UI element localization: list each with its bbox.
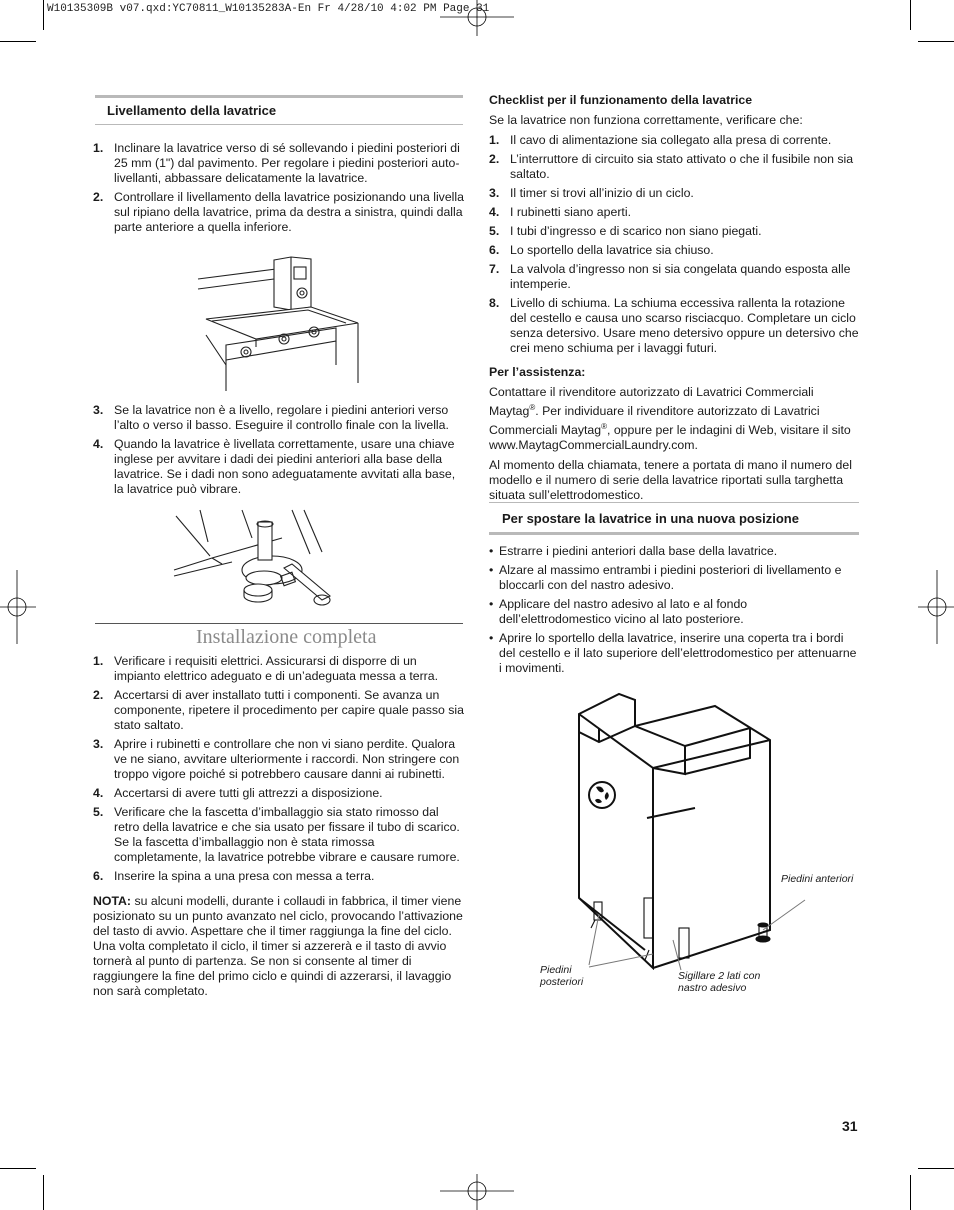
- list-item: 2. L’interruttore di circuito sia stato attivato o che il fusibile non sia saltato.: [489, 152, 854, 181]
- list-item: • Estrarre i piedini anteriori dalla base della lavatrice.: [489, 544, 778, 558]
- page-number: 31: [842, 1118, 858, 1134]
- registration-mark-left: [0, 570, 40, 644]
- list-item: 3. Se la lavatrice non è a livello, regolare i piedini anteriori verso l’alto o verso il basso. Eseguire il controllo finale con la livella.: [93, 403, 449, 432]
- list-item: 6. Lo sportello della lavatrice sia chiuso.: [489, 243, 714, 257]
- list-item: 4. Quando la lavatrice è livellata correttamente, usare una chiave inglese per avvitare i dadi dei piedini anteriori alla base della lavatrice. Se i dadi non sono adeguatamente avvitati alla base, la lavatrice può vibrare.: [93, 437, 456, 496]
- print-slug: W10135309B v07.qxd:YC70811_W10135283A-En Fr 4/28/10 4:02 PM Page 31: [47, 3, 490, 15]
- assistance-call-paragraph: Al momento della chiamata, tenere a portata di mano il numero del modello e il numero di serie della lavatrice riportati sulla targhetta situata sull’elettrodomestico.: [489, 458, 852, 503]
- assistance-paragraph: Contattare il rivenditore autorizzato di Lavatrici Commerciali Maytag®. Per individuare il rivenditore autorizzato di Lavatrici Commerciali Maytag®, oppure per le indagini di Web, visitare il sito www.MaytagCommercialLaundry.com.: [489, 385, 851, 453]
- move-list: [489, 544, 861, 680]
- list-item: 7. La valvola d’ingresso non si sia congelata quando esposta alle intemperie.: [489, 262, 851, 291]
- section-rule-bottom: [95, 124, 463, 125]
- move-rule-bottom: [489, 532, 859, 535]
- registration-mark-right: [914, 570, 954, 644]
- list-item: 3. Aprire i rubinetti e controllare che non vi siano perdite. Qualora ve ne siano, avvitare ulteriormente i raccordi. Non stringere con troppo vigore poiché si potrebbero causare danni ai rubinetti.: [93, 737, 460, 781]
- washer-level-illustration: [196, 255, 362, 391]
- move-rule-top: [489, 502, 859, 503]
- install-rule: [95, 623, 463, 624]
- move-heading: Per spostare la lavatrice in una nuova posizione: [502, 511, 799, 526]
- checklist-heading: Checklist per il funzionamento della lavatrice: [489, 93, 753, 107]
- list-item: • Applicare del nastro adesivo al lato e al fondo dell’elettrodomestico vicino al lato posteriore.: [489, 597, 748, 626]
- assistance-heading: Per l’assistenza:: [489, 365, 586, 379]
- list-item: 5. I tubi d’ingresso e di scarico non siano piegati.: [489, 224, 762, 238]
- leveling-steps-3-4: [93, 403, 465, 501]
- list-item: 8. Livello di schiuma. La schiuma eccessiva rallenta la rotazione del cestello e causa uno scarso risciacquo. Completare un ciclo senza detersivo. Usare meno detersivo oppure un detersivo che crei meno schiuma per i lavaggi futuri.: [489, 296, 859, 355]
- caption-tape: Sigillare 2 lati con nastro adesivo: [678, 970, 761, 994]
- list-item: 1. Inclinare la lavatrice verso di sé sollevando i piedini posteriori di 25 mm (1") dal pavimento. Per regolare i piedini posteriori auto-livellanti, abbassare delicatamente la lavatrice.: [93, 141, 460, 185]
- list-item: 3. Il timer si trovi all’inizio di un ciclo.: [489, 186, 694, 200]
- checklist-section: [489, 93, 861, 508]
- wrench-foot-illustration: [172, 508, 332, 612]
- section-rule-top: [95, 95, 463, 98]
- callout-leaders: [585, 880, 815, 980]
- leveling-heading: Livellamento della lavatrice: [107, 103, 277, 118]
- registration-mark-bottom: [440, 1172, 514, 1210]
- install-title: Installazione completa: [196, 626, 377, 648]
- checklist-intro: Se la lavatrice non funziona correttamente, verificare che:: [489, 113, 803, 127]
- caption-front-feet: Piedini anteriori: [781, 873, 854, 885]
- list-item: 4. I rubinetti siano aperti.: [489, 205, 631, 219]
- list-item: 6. Inserire la spina a una presa con messa a terra.: [93, 869, 375, 883]
- list-item: 1. Il cavo di alimentazione sia collegato alla presa di corrente.: [489, 133, 832, 147]
- registration-mark-top: [440, 0, 514, 40]
- note-paragraph: NOTA: su alcuni modelli, durante i collaudi in fabbrica, il timer viene posizionato su un punto avanzato nel ciclo, provocando l’attivazione del tasto di avvio. Aspettare che il timer raggiunga la fine del ciclo. Una volta completato il ciclo, il timer si azzererà e il tasto di avvio tornerà al punto di partenza. Se non si consente al timer di raggiungere la fine del primo ciclo e quindi di azzerarsi, il lavaggio non sarà completato.: [93, 894, 463, 998]
- list-item: 1. Verificare i requisiti elettrici. Assicurarsi di disporre di un impianto elettrico adeguato e di un’adeguata messa a terra.: [93, 654, 439, 683]
- caption-rear-feet: Piedini posteriori: [540, 964, 584, 988]
- list-item: 2. Controllare il livellamento della lavatrice posizionando una livella sul ripiano della lavatrice, prima da destra a sinistra, quindi dalla parte anteriore a quella inferiore.: [93, 190, 464, 234]
- list-item: 2. Accertarsi di aver installato tutti i componenti. Se avanza un componente, ripetere il procedimento per capire quale passo sia stato saltato.: [93, 688, 464, 732]
- list-item: • Alzare al massimo entrambi i piedini posteriori di livellamento e bloccarli con del nastro adesivo.: [489, 563, 842, 592]
- list-item: • Aprire lo sportello della lavatrice, inserire una coperta tra i bordi del cestello e il lato superiore dell’elettrodomestico per attenuarne i movimenti.: [489, 631, 857, 675]
- list-item: 4. Accertarsi di avere tutti gli attrezzi a disposizione.: [93, 786, 383, 800]
- leveling-steps-1-2: [93, 141, 465, 239]
- install-steps: [93, 654, 465, 1004]
- list-item: 5. Verificare che la fascetta d’imballaggio sia stato rimosso dal retro della lavatrice e che sia usato per fissare il tubo di scarico. Se la fascetta d’imballaggio non è stata rimossa completamente, la lavatrice potrebbe vibrare e causare rumore.: [93, 805, 460, 864]
